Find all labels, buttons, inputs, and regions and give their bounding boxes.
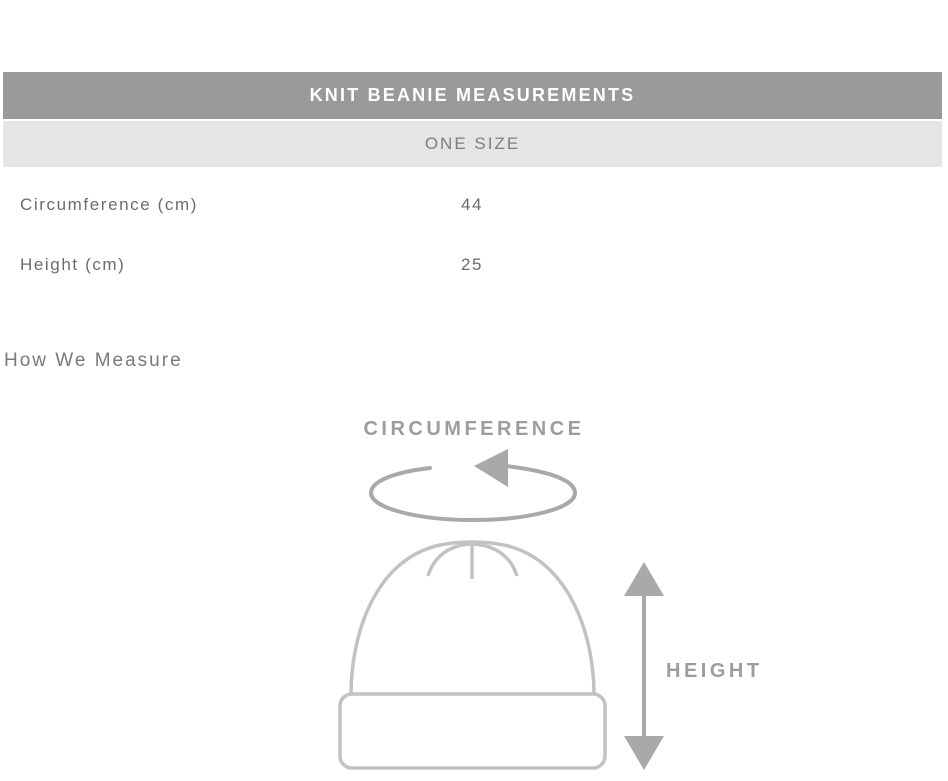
double-arrow-icon — [624, 562, 664, 770]
circular-arrow-icon — [371, 449, 575, 520]
how-we-measure-title: How We Measure — [4, 350, 183, 371]
row-label: Circumference (cm) — [20, 195, 199, 214]
row-label: Height (cm) — [20, 255, 126, 274]
beanie-icon — [340, 542, 605, 768]
table-title: KNIT BEANIE MEASUREMENTS — [3, 72, 942, 119]
circumference-label: CIRCUMFERENCE — [363, 418, 585, 440]
height-label: HEIGHT — [666, 660, 763, 682]
row-value: 44 — [461, 195, 484, 214]
size-label: ONE SIZE — [3, 121, 942, 167]
row-value: 25 — [461, 255, 484, 274]
